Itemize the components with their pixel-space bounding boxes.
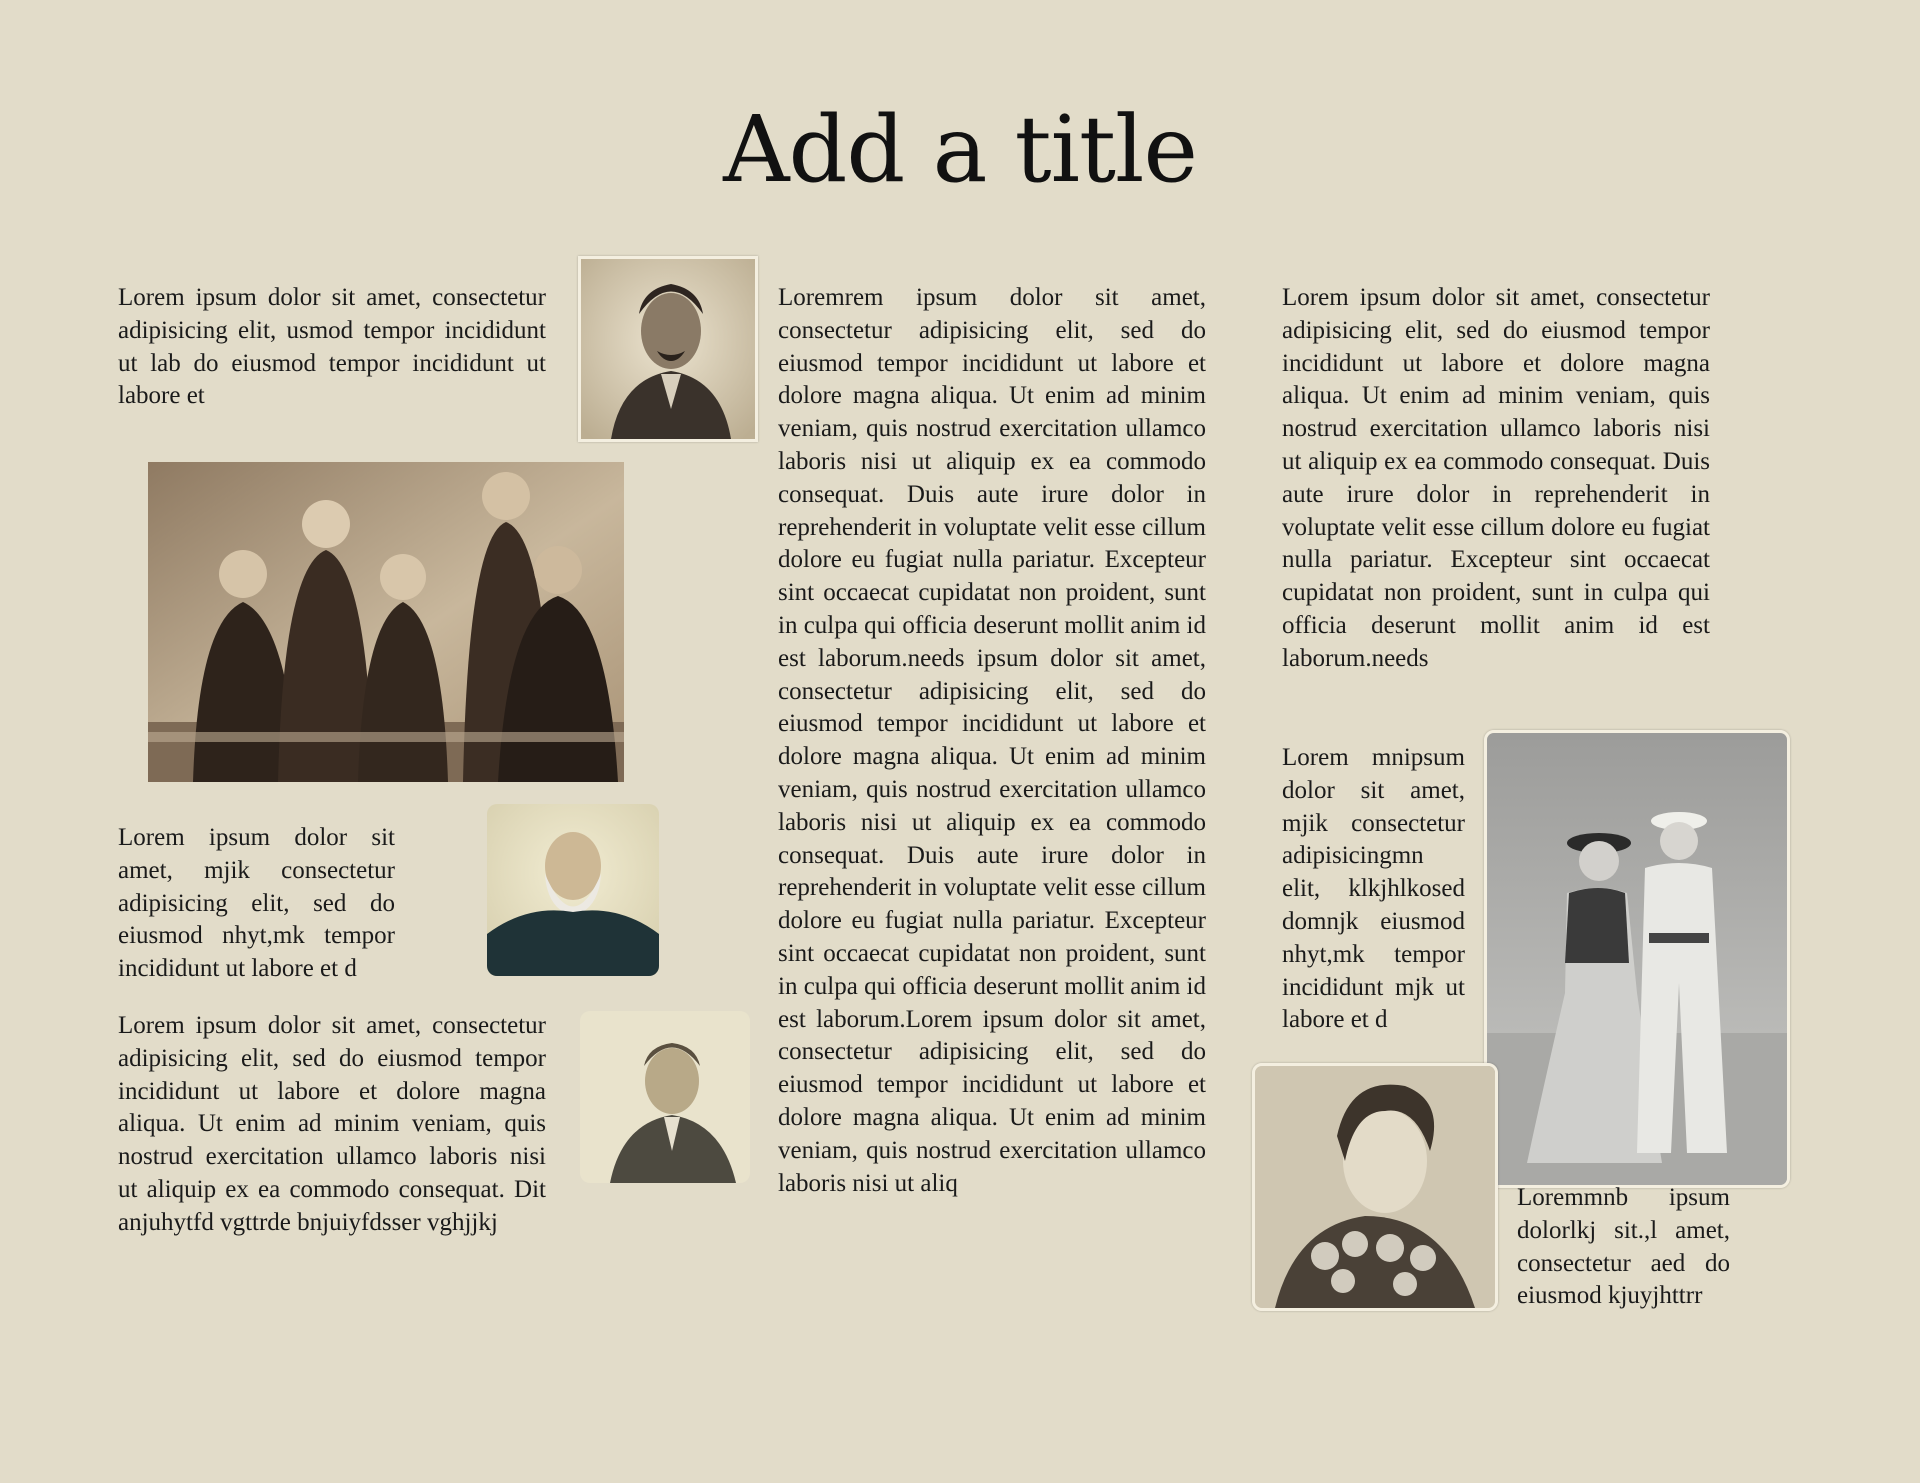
- right-paragraph-2: Lorem mnipsum dolor sit amet, mjik consectetur adipisicingmn elit, klkjhlkosed domnjk eiusmod nhyt,mk tempor incididunt mjk ut labore et d: [1282, 744, 1465, 1034]
- bearded-man-photo: [487, 804, 659, 976]
- right-paragraph-1: Lorem ipsum dolor sit amet, consectetur adipisicing elit, sed do eiusmod tempor incididunt ut labore et dolore magna aliqua. Ut enim ad minim veniam, quis nostrud exercitation ullamco laboris nisi ut aliquip ex ea commodo consequat. Duis aute irure dolor in reprehenderit in voluptate velit esse cillum dolore eu fugiat nulla pariatur. Excepteur sint occaecat cupidatat non proident, sunt in culpa qui officia deserunt mollit anim id est laborum.needs: [1282, 284, 1710, 672]
- left-paragraph-1: Lorem ipsum dolor sit amet, consectetur adipisicing elit, usmod tempor incididunt ut lab do eiusmod tempor incididunt ut labore et: [118, 284, 546, 410]
- right-paragraph-3: Loremmnb ipsum dolorlkj sit.,l amet, consectetur aed do eiusmod kjuyjhttrr: [1517, 1184, 1730, 1310]
- page-title: Add a title: [723, 96, 1197, 203]
- couple-photo: [1484, 730, 1790, 1188]
- center-paragraph: Loremrem ipsum dolor sit amet, consectetur adipisicing elit, sed do eiusmod tempor incididunt ut labore et dolore magna aliqua. Ut enim ad minim veniam, quis nostrud exercitation ullamco laboris nisi ut aliquip ex ea commodo consequat. Duis aute irure dolor in reprehenderit in voluptate velit esse cillum dolore eu fugiat nulla pariatur. Excepteur sint occaecat cupidatat non proident, sunt in culpa qui officia deserunt mollit anim id est laborum.needs ipsum dolor sit amet, consectetur adipisicing elit, sed do eiusmod tempor incididunt ut labore et dolore magna aliqua. Ut enim ad minim veniam, quis nostrud exercitation ullamco laboris nisi ut aliquip ex ea commodo consequat. Duis aute irure dolor in reprehenderit in voluptate velit esse cillum dolore eu fugiat nulla pariatur. Excepteur sint occaecat cupidatat non proident, sunt in culpa qui officia deserunt mollit anim id est laborum.Lorem ipsum dolor sit amet, consectetur adipisicing elit, sed do eiusmod tempor incididunt ut labore et dolore magna aliqua. Ut enim ad minim veniam, quis nostrud exercitation ullamco laboris nisi ut aliq: [778, 284, 1206, 1197]
- man-portrait-photo: [578, 256, 758, 442]
- gentleman-portrait-photo: [580, 1011, 750, 1183]
- left-paragraph-3: Lorem ipsum dolor sit amet, consectetur adipisicing elit, sed do eiusmod tempor incididunt ut labore et dolore magna aliqua. Ut enim ad minim veniam, quis nostrud exercitation ullamco laboris nisi ut aliquip ex ea commodo consequat. Dit anjuhytfd vgttrde bnjuiyfdsser vghjjkj: [118, 1012, 546, 1236]
- family-group-photo: [148, 462, 624, 782]
- woman-portrait-photo: [1252, 1063, 1498, 1311]
- left-paragraph-2: Lorem ipsum dolor sit amet, mjik consectetur adipisicing elit, sed do eiusmod nhyt,mk tempor incididunt ut labore et d: [118, 824, 395, 983]
